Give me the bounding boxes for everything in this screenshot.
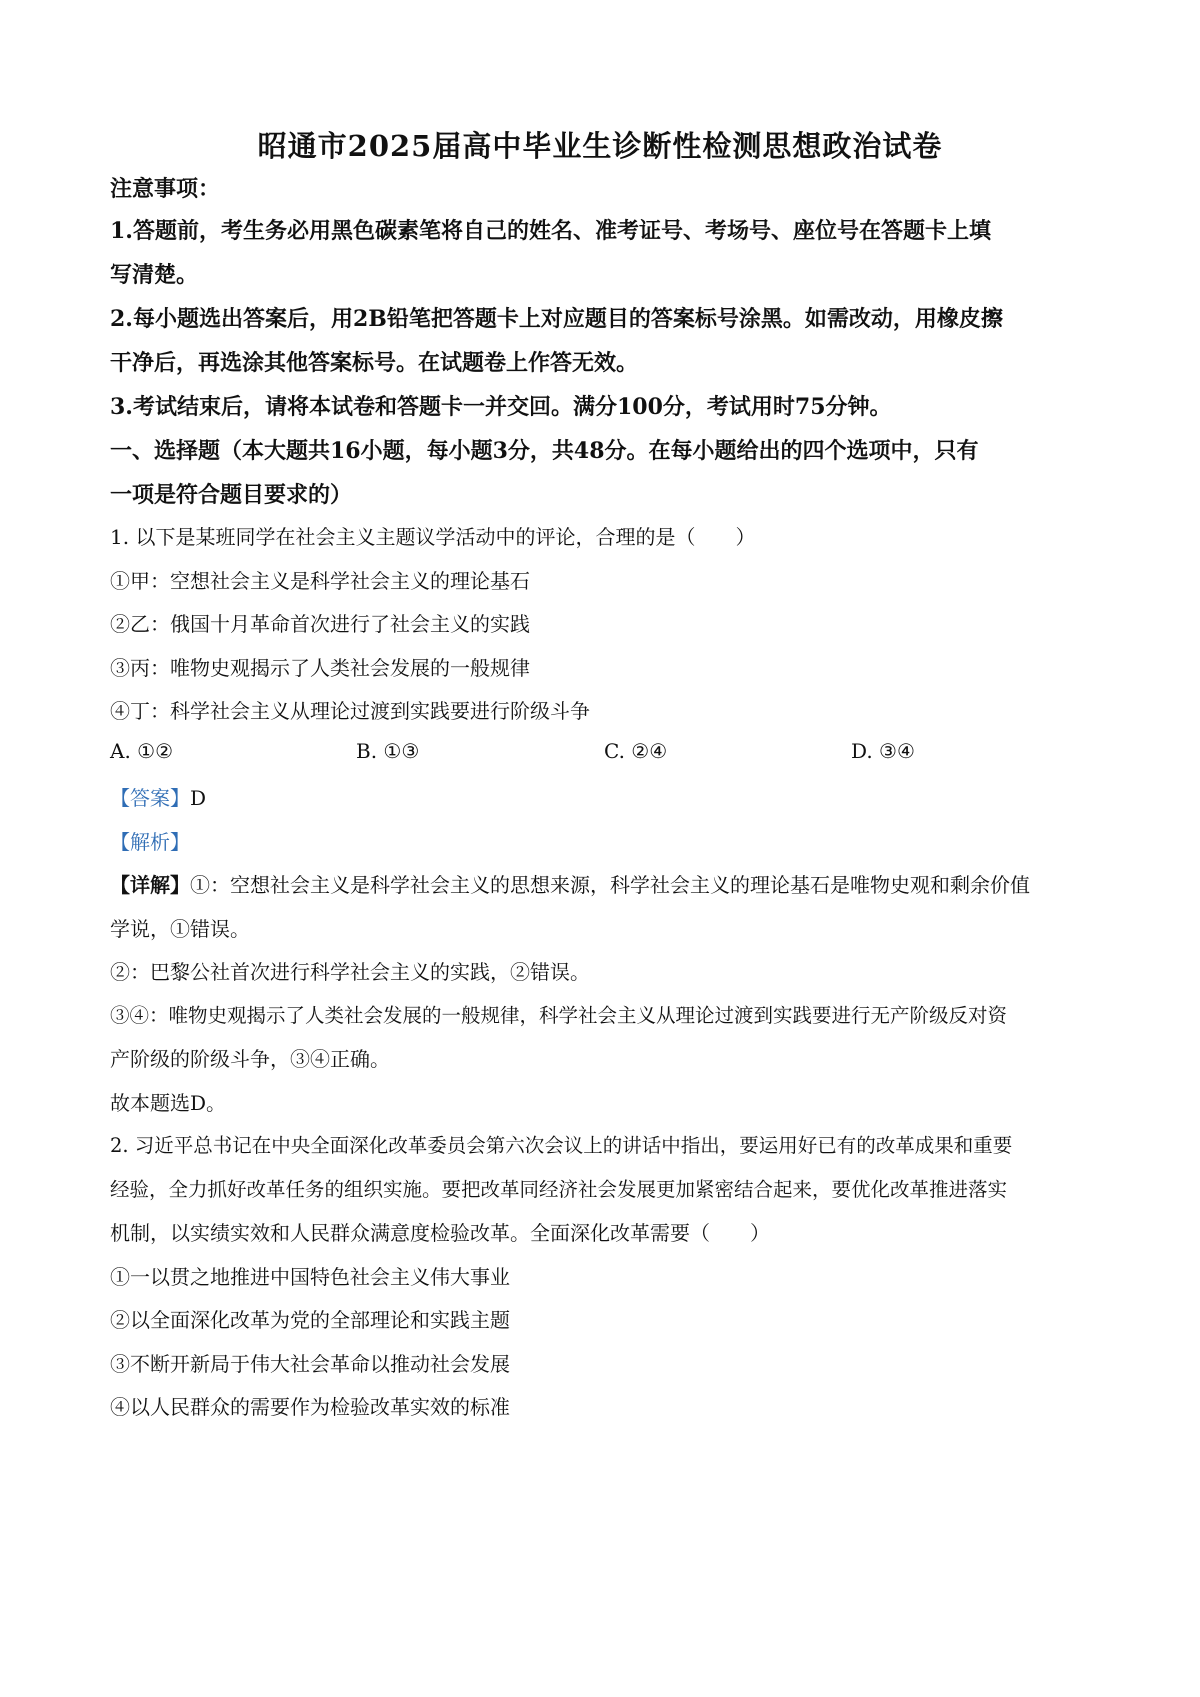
question-2-stem-line-1: 2. 习近平总书记在中央全面深化改革委员会第六次会议上的讲话中指出，要运用好已有的改革成果和重要 xyxy=(110,1134,1013,1157)
question-2-stem-line-2: 经验，全力抓好改革任务的组织实施。要把改革同经济社会发展更加紧密结合起来，要优化改革推进落实 xyxy=(110,1178,1008,1201)
question-1-statement-1: ①甲：空想社会主义是科学社会主义的理论基石 xyxy=(110,569,530,593)
answer-label: 【答案】 xyxy=(110,786,190,810)
notice-item-2-line-2: 干净后，再选涂其他答案标号。在试题卷上作答无效。 xyxy=(110,350,639,376)
question-1-option-c: C. ②④ xyxy=(604,739,668,763)
section-heading-line-2: 一项是符合题目要求的） xyxy=(110,482,353,508)
notice-item-1-line-1: 1.答题前，考生务必用黑色碳素笔将自己的姓名、准考证号、考场号、座位号在答题卡上填 xyxy=(110,218,991,244)
question-1-detail-line-1 xyxy=(110,869,1030,898)
question-1-detail-line-5: 产阶级的阶级斗争，③④正确。 xyxy=(110,1047,390,1071)
detail-label: 【详解】 xyxy=(110,873,190,897)
question-2-statement-3: ③不断开新局于伟大社会革命以推动社会发展 xyxy=(110,1352,510,1376)
detail-text: ①：空想社会主义是科学社会主义的思想来源，科学社会主义的理论基石是唯物史观和剩余价值 xyxy=(190,873,1030,897)
question-1-analysis-label: 【解析】 xyxy=(110,830,190,854)
question-2-statement-1: ①一以贯之地推进中国特色社会主义伟大事业 xyxy=(110,1265,510,1289)
question-1-stem: 1. 以下是某班同学在社会主义主题议学活动中的评论，合理的是（ ） xyxy=(110,525,756,549)
question-1-detail-line-3: ②：巴黎公社首次进行科学社会主义的实践，②错误。 xyxy=(110,960,590,984)
question-1-statement-4: ④丁：科学社会主义从理论过渡到实践要进行阶级斗争 xyxy=(110,699,590,723)
question-1-answer xyxy=(110,782,206,811)
question-2-statement-2: ②以全面深化改革为党的全部理论和实践主题 xyxy=(110,1308,510,1332)
notice-item-3: 3.考试结束后，请将本试卷和答题卡一并交回。满分100分，考试用时75分钟。 xyxy=(110,394,892,420)
question-1-option-d: D. ③④ xyxy=(851,739,915,763)
notice-heading: 注意事项： xyxy=(110,176,221,202)
notice-item-2-line-1: 2.每小题选出答案后，用2B铅笔把答题卡上对应题目的答案标号涂黑。如需改动，用橡皮擦 xyxy=(110,306,1003,332)
notice-item-1-line-2: 写清楚。 xyxy=(110,262,199,288)
section-heading-line-1: 一、选择题（本大题共16小题，每小题3分，共48分。在每小题给出的四个选项中，只有 xyxy=(110,438,979,464)
question-1-option-b: B. ①③ xyxy=(356,739,420,763)
question-2-statement-4: ④以人民群众的需要作为检验改革实效的标准 xyxy=(110,1395,510,1419)
page-title: 昭通市2025届高中毕业生诊断性检测思想政治试卷 xyxy=(257,129,943,163)
question-2-stem-line-3: 机制，以实绩实效和人民群众满意度检验改革。全面深化改革需要（ ） xyxy=(110,1221,770,1245)
question-1-detail-line-4: ③④：唯物史观揭示了人类社会发展的一般规律，科学社会主义从理论过渡到实践要进行无产阶级反对资 xyxy=(110,1004,1008,1027)
answer-value: D xyxy=(190,786,207,810)
question-1-statement-2: ②乙：俄国十月革命首次进行了社会主义的实践 xyxy=(110,612,530,636)
question-1-conclusion: 故本题选D。 xyxy=(110,1091,227,1115)
question-1-statement-3: ③丙：唯物史观揭示了人类社会发展的一般规律 xyxy=(110,656,530,680)
question-1-detail-line-2: 学说，①错误。 xyxy=(110,917,250,941)
question-1-option-a: A. ①② xyxy=(110,739,174,763)
